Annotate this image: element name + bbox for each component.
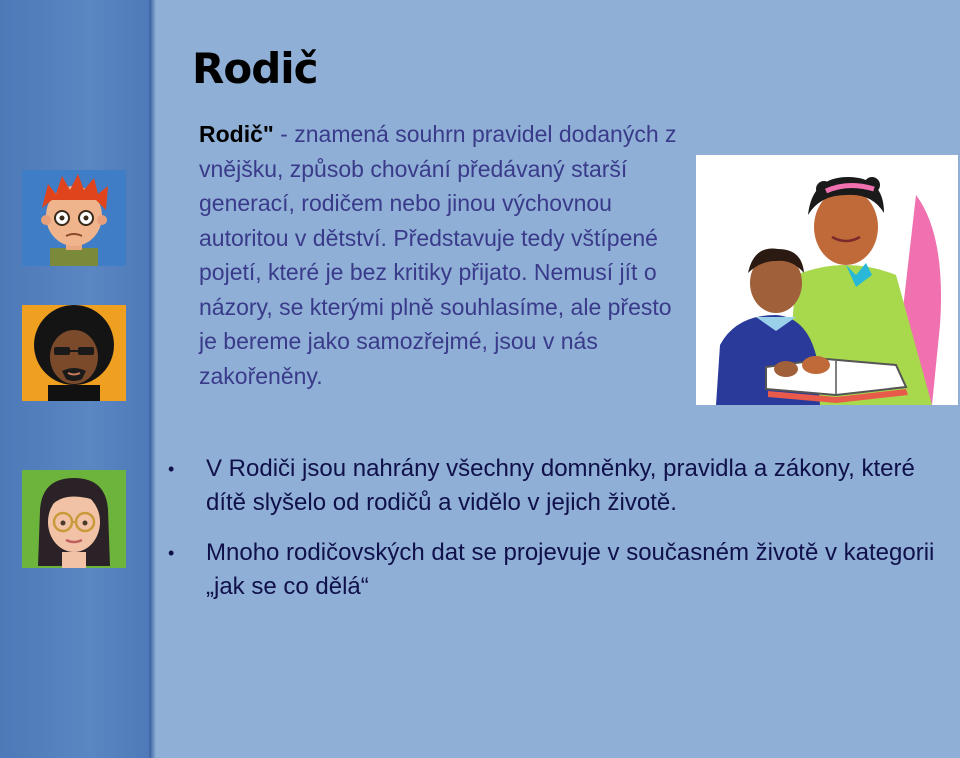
list-item [168, 452, 948, 520]
mother-reading-to-child-illustration [696, 155, 958, 405]
page-title: Rodič [192, 44, 318, 93]
list-item [168, 536, 948, 604]
bullet-text: Mnoho rodičovských dat se projevuje v současném životě v kategorii „jak se co dělá“ [206, 539, 935, 600]
bullet-text: V Rodiči jsou nahrány všechny domněnky, pravidla a zákony, které dítě slyšelo od rodičů a vidělo v jejich životě. [206, 455, 915, 516]
red-haired-boy-avatar-icon [22, 170, 126, 266]
intro-lead: Rodič" [199, 121, 274, 147]
bullet-list [168, 452, 948, 620]
bullet-dot: • [168, 459, 175, 479]
afro-man-avatar-icon [22, 305, 126, 401]
intro-paragraph [199, 117, 679, 393]
sidebar-edge [150, 0, 156, 758]
woman-with-glasses-avatar-icon [22, 470, 126, 568]
bullet-dot: • [168, 543, 175, 563]
intro-text: - znamená souhrn pravidel dodaných z vnějšku, způsob chování předávaný starší generací, rodičem nebo jinou výchovnou autoritou v dětství. Představuje tedy vštípené pojetí, které je bez kritiky přijato. Nemusí jít o názory, se kterými plně souhlasíme, ale přesto je bereme jako samozřejmé, jsou v nás zakořeněny. [199, 121, 677, 389]
